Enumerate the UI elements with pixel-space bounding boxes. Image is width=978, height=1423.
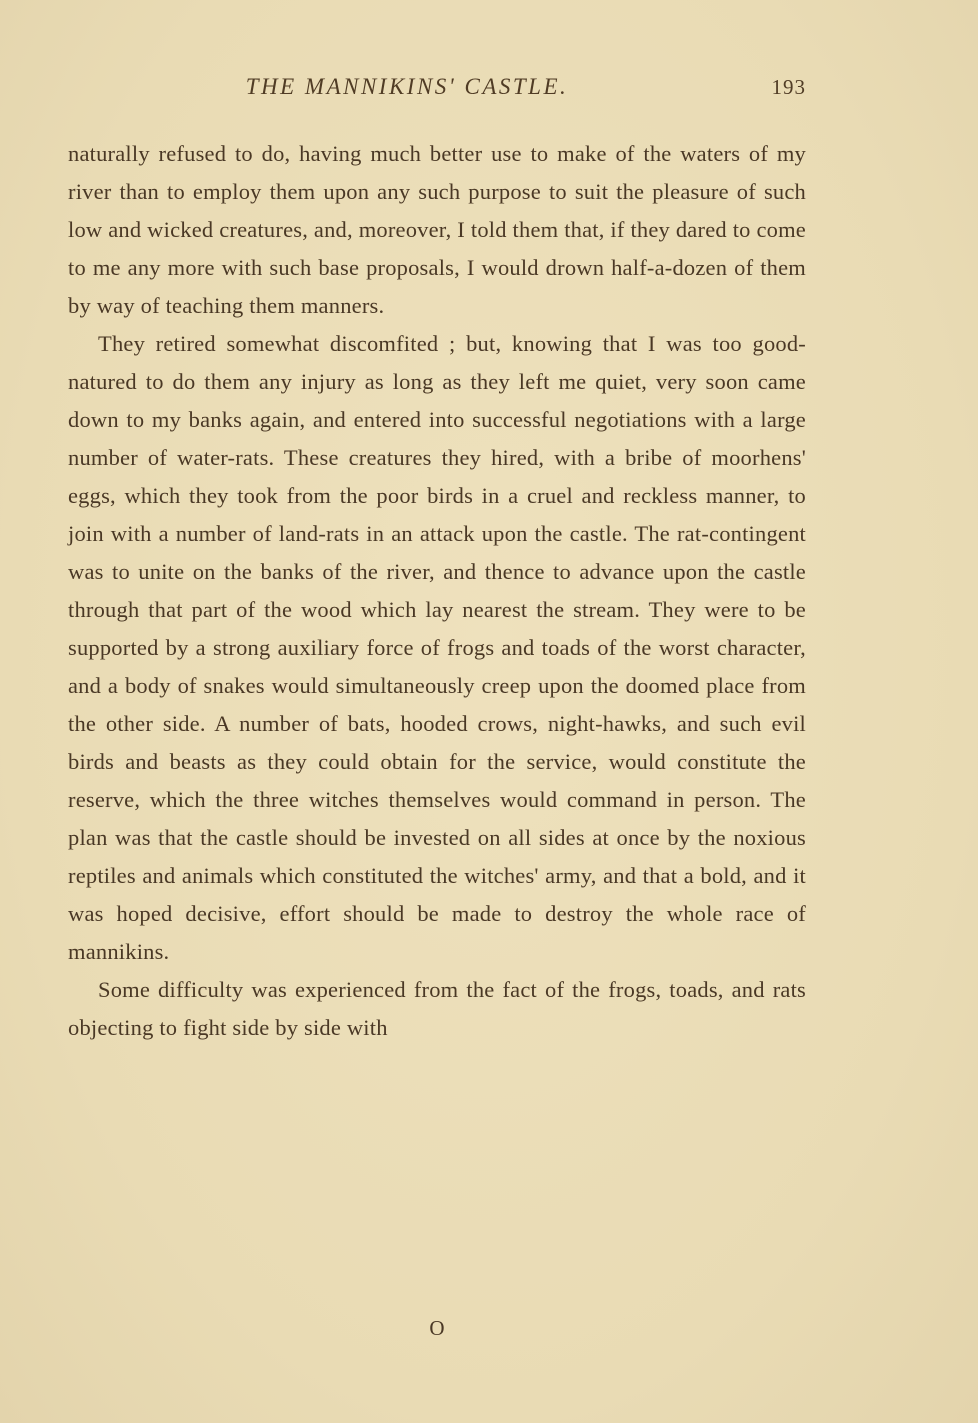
body-text [68, 135, 806, 1047]
paragraph: They retired somewhat discomfited ; but, knowing that I was too good-natured to do them any injury as long as they left me quiet, very soon came down to my banks again, and entered into successful negotiations with a large number of water-rats. These creatures they hired, with a bribe of moorhens' eggs, which they took from the poor birds in a cruel and reckless manner, to join with a number of land-rats in an attack upon the castle. The rat-contingent was to unite on the banks of the river, and thence to advance upon the castle through that part of the wood which lay nearest the stream. They were to be supported by a strong auxiliary force of frogs and toads of the worst character, and a body of snakes would simultaneously creep upon the doomed place from the other side. A number of bats, hooded crows, night-hawks, and such evil birds and beasts as they could obtain for the service, would constitute the reserve, which the three witches themselves would command in person. The plan was that the castle should be invested on all sides at once by the noxious reptiles and animals which constituted the witches' army, and that a bold, and it was hoped decisive, effort should be made to destroy the whole race of mannikins. [68, 331, 806, 964]
paragraph: Some difficulty was experienced from the fact of the frogs, toads, and rats objecting to fight side by side with [68, 977, 806, 1040]
paragraph: naturally refused to do, having much better use to make of the waters of my river than to employ them upon any such purpose to suit the pleasure of such low and wicked creatures, and, moreover, I told them that, if they dared to come to me any more with such base proposals, I would drown half-a-dozen of them by way of teaching them manners. [68, 141, 806, 318]
page-number: 193 [771, 75, 806, 99]
signature-mark: O [429, 1316, 445, 1340]
running-header [68, 74, 806, 108]
page-title: THE MANNIKINS' CASTLE. [245, 74, 569, 99]
text-column [68, 0, 806, 1047]
